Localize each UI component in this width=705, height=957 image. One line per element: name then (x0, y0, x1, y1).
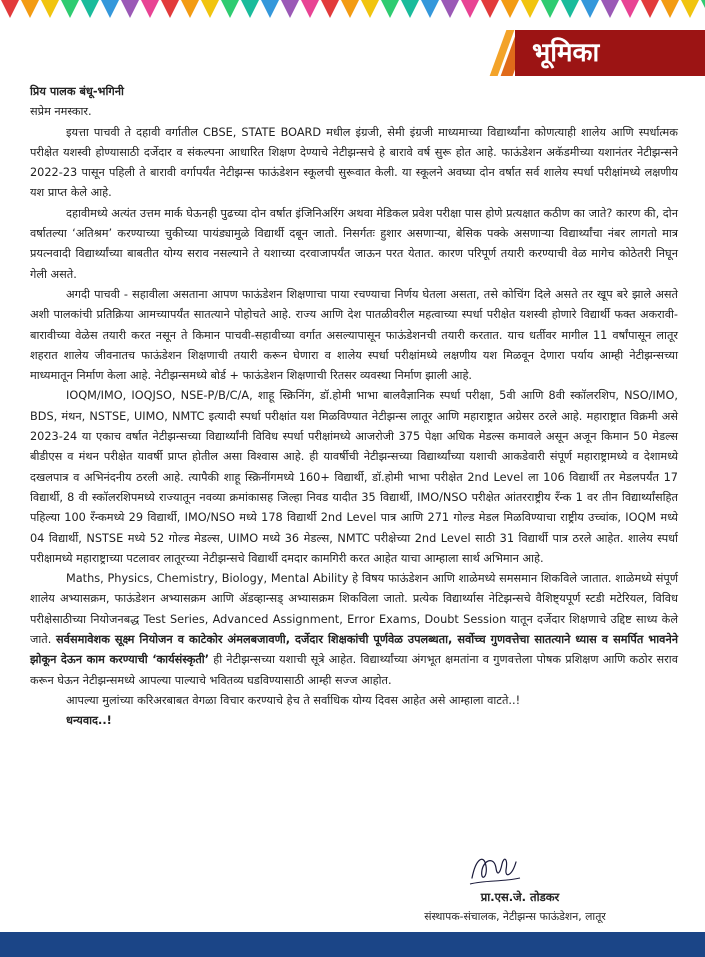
bunting-flag (101, 0, 119, 18)
bunting-flag (521, 0, 539, 18)
page-title: भूमिका (532, 38, 600, 68)
bunting-flag (701, 0, 705, 18)
bunting-flag (541, 0, 559, 18)
footer-bar (0, 932, 705, 957)
bunting-flag (601, 0, 619, 18)
paragraph-3: अगदी पाचवी - सहावीला असताना आपण फाऊंडेशन शिक्षणाचा पाया रचण्याचा निर्णय घेतला असता, तसे कोचिंग दिले असते तर खूप बरे झाले असते अशी पालकांची प्रतिक्रिया आमच्यापर्यंत सातत्याने पोहोचते आहे. राज्य आणि देश पातळीवरील महत्वाच्या स्पर्धा परीक्षेत यशस्वी होणारे विद्यार्थी फक्त अकरावी-बारावीच्या वेळेस तयारी करत नसून ते किमान पाचवी-सहावीच्या वर्गात असल्यापासून फाऊंडेशनची तयारी करतात. याच धर्तीवर मागील 11 वर्षांपासून लातूर शहरात शालेय जीवनातच फाऊंडेशन शिक्षणाची तयारी करून घेणारा व शालेय स्पर्धा परीक्षांमध्ये लक्षणीय यश मिळवून देणारा पर्याय आम्ही नेटीझन्सच्या माध्यमातून निर्माण केला आहे. नेटीझन्समध्ये बोर्ड + फाऊंडेशन शिक्षणाची रितसर व्यवस्था निर्माण झाली आहे. (30, 287, 678, 383)
signer-name: प्रा.एस.जे. तोडकर (480, 890, 560, 904)
handwritten-signature (466, 848, 522, 890)
bunting-flag (661, 0, 679, 18)
bunting-flag (261, 0, 279, 18)
bunting-decoration (0, 0, 705, 22)
bunting-flag (201, 0, 219, 18)
bunting-flag (421, 0, 439, 18)
paragraph-5-bold: सर्वसमावेशक सूक्ष्म नियोजन व काटेकोर अंमलबजावणी, दर्जेदार शिक्षकांची पूर्णवेळ उपलब्धता, सर्वोच्च गुणवत्तेचा सातत्याने ध्यास व समर्पित भावनेने झोकून देऊन काम करण्याची ‘कार्यसंस्कृती’ (30, 633, 678, 667)
bunting-flag (581, 0, 599, 18)
bunting-flag (681, 0, 699, 18)
bunting-flag (361, 0, 379, 18)
bunting-flag (61, 0, 79, 18)
bunting-flag (461, 0, 479, 18)
bunting-flag (621, 0, 639, 18)
bunting-flag (21, 0, 39, 18)
bunting-flag (641, 0, 659, 18)
bunting-flag (141, 0, 159, 18)
bunting-flag (241, 0, 259, 18)
bunting-flag (221, 0, 239, 18)
bunting-flag (481, 0, 499, 18)
paragraph-5 (30, 569, 678, 691)
bunting-flag (561, 0, 579, 18)
paragraph-2: दहावीमध्ये अत्यंत उत्तम मार्क घेऊनही पुढच्या दोन वर्षात इंजिनिअरिंग अथवा मेडिकल प्रवेश परीक्षा पास होणे प्रत्यक्षात कठीण का जाते? कारण की, दोन वर्षातल्या ‘अतिश्रम’ करण्याच्या चुकीच्या पायंड्यामुळे विद्यार्थी दबून जातो. निसर्गतः हुशार असणाऱ्या, बेसिक पक्के असणाऱ्या विद्यार्थ्यांचा नंबर लागतो मात्र प्रयत्नवादी विद्यार्थ्यांच्या बाबतीत योग्य सराव नसल्याने ते यशाच्या दरवाजापर्यंत जाऊन परत येतात. कारण परिपूर्ण तयारी करण्याची वेळ मागेच कोठेतरी निघून गेली असते. (30, 206, 678, 281)
bunting-flag (381, 0, 399, 18)
paragraph-5-text-a: Maths, Physics, Chemistry, Biology, Mental Ability हे विषय फाऊंडेशन आणि शाळेमध्ये समसमान शिकविले जातात. शाळेमध्ये संपूर्ण शालेय अभ्यासक्रम, फाऊंडेशन अभ्यासक्रम आणि ॲडव्हान्सड् अभ्यासक्रम शिकविला जातो. प्रत्येक विद्यार्थ्यास नेटिझन्सचे वैशिष्ट्यपूर्ण स्टडी मटेरियल, विविध परीक्षेसाठीच्या नियोजनबद्ध Test Series, Advanced Assignment, Error Exams, Doubt Session यातून दर्जेदार शिक्षणाचे उद्दिष्ट साध्य केले जाते. (30, 572, 678, 647)
bunting-flag (81, 0, 99, 18)
thanks-line: धन्यवाद..! (66, 714, 112, 728)
letter-body (30, 82, 678, 732)
salutation: प्रिय पालक बंधू-भगिनी (30, 85, 124, 98)
bunting-flag (301, 0, 319, 18)
bunting-flag (401, 0, 419, 18)
bunting-flag (281, 0, 299, 18)
paragraph-1: इयत्ता पाचवी ते दहावी वर्गातील CBSE, STATE BOARD मधील इंग्रजी, सेमी इंग्रजी माध्यमाच्या विद्यार्थ्यांना कोणत्याही शालेय आणि स्पर्धात्मक परीक्षेत यशस्वी होण्यासाठी दर्जेदार व संकल्पना आधारित शिक्षण देण्याचे नेटीझन्सचे हे बारावे वर्ष सुरू होत आहे. फाऊंडेशन अकॅडमीच्या यशानंतर नेटीझन्सने 2022-23 पासून पहिली ते बारावी वर्गापर्यंत नेटीझन्स फाऊंडेशन स्कूलची सुरूवात केली. या स्कूलने अवघ्या दोन वर्षात सर्व शालेय स्पर्धा परीक्षांमध्ये लक्षणीय यश प्राप्त केले आहे. (30, 125, 678, 200)
greeting: सप्रेम नमस्कार. (30, 105, 92, 119)
bunting-flag (501, 0, 519, 18)
paragraph-6: आपल्या मुलांच्या करिअरबाबत वेगळा विचार करण्याचे हेच ते सर्वाधिक योग्य दिवस आहेत असे आम्हाला वाटते..! (66, 693, 521, 707)
bunting-flag (181, 0, 199, 18)
bunting-flag (41, 0, 59, 18)
bunting-flag (341, 0, 359, 18)
bunting-flag (1, 0, 19, 18)
paragraph-4: IOQM/IMO, IOQJSO, NSE-P/B/C/A, शाहू स्क्रिनिंग, डॉ.होमी भाभा बालवैज्ञानिक स्पर्धा परीक्षा, 5वी आणि 8वी स्कॉलरशिप, NSO/IMO, BDS, मंथन, NSTSE, UIMO, NMTC इत्यादी स्पर्धा परीक्षांत यश मिळविण्यात नेटीझन्स लातूर आणि महाराष्ट्रात अग्रेसर ठरले आहे. महाराष्ट्रात विक्रमी असे 2023-24 या एकाच वर्षात नेटीझन्सच्या विद्यार्थ्यांनी विविध स्पर्धा परीक्षांमध्ये आजरोजी 375 पेक्षा अधिक मेडल्स कमावले असून अजून किमान 50 मेडल्स बीडीएस व मंथन परीक्षेत यावर्षी प्राप्त होतील असा विश्वास आहे. ही यावर्षीची नेटीझन्सच्या विद्यार्थ्यांच्या यशाची आकडेवारी संपूर्ण महाराष्ट्रामध्ये व देशामध्ये दखलपात्र व अभिनंदनीय ठरली आहे. त्यापैकी शाहू स्क्रिनींगमध्ये 160+ विद्यार्थी, डॉ.होमी भाभा परीक्षेत 2nd Level ला 106 विद्यार्थी तर मेडलपर्यंत 17 विद्यार्थी, 8 वी स्कॉलरशिपमध्ये राज्यातून नवव्या क्रमांकासह जिल्हा निवड यादीत 35 विद्यार्थी, IMO/NSO परीक्षेत आंतरराष्ट्रीय रँन्क 1 वर तीन विद्यार्थ्यांसहित पहिल्या 100 रँन्कमध्ये 29 विद्यार्थी, IMO/NSO मध्ये 178 विद्यार्थी 2nd Level पात्र आणि 271 गोल्ड मेडल मिळविण्याचा राष्ट्रीय उच्चांक, IOQM मध्ये 04 विद्यार्थी, NSTSE मध्ये 52 गोल्ड मेडल्स, UIMO मध्ये 36 मेडल्स, NMTC परीक्षेच्या 2nd Level साठी 31 विद्यार्थी पात्र ठरले आहेत. शालेय स्पर्धा परीक्षामध्ये महाराष्ट्राच्या पटलावर लातूरच्या नेटीझन्सचे विद्यार्थी दमदार कामगिरी करत आहेत याचा आम्हाला सार्थ अभिमान आहे. (30, 389, 678, 565)
bunting-flag (441, 0, 459, 18)
bunting-flag (161, 0, 179, 18)
bunting-flag (121, 0, 139, 18)
signer-title: संस्थापक-संचालक, नेटीझन्स फाऊंडेशन, लातूर (424, 910, 606, 923)
bunting-flag (321, 0, 339, 18)
paragraph-5-text-b: ही नेटीझन्सच्या यशाची सूत्रे आहेत. विद्यार्थ्यांच्या अंगभूत क्षमतांना व गुणवत्तेला पोषक प्रशिक्षण आणि कठोर सराव करून घेऊन नेटीझन्समध्ये आपल्या पाल्याचे भवितव्य घडविण्यासाठी आम्ही सज्ज आहोत. (30, 653, 678, 687)
